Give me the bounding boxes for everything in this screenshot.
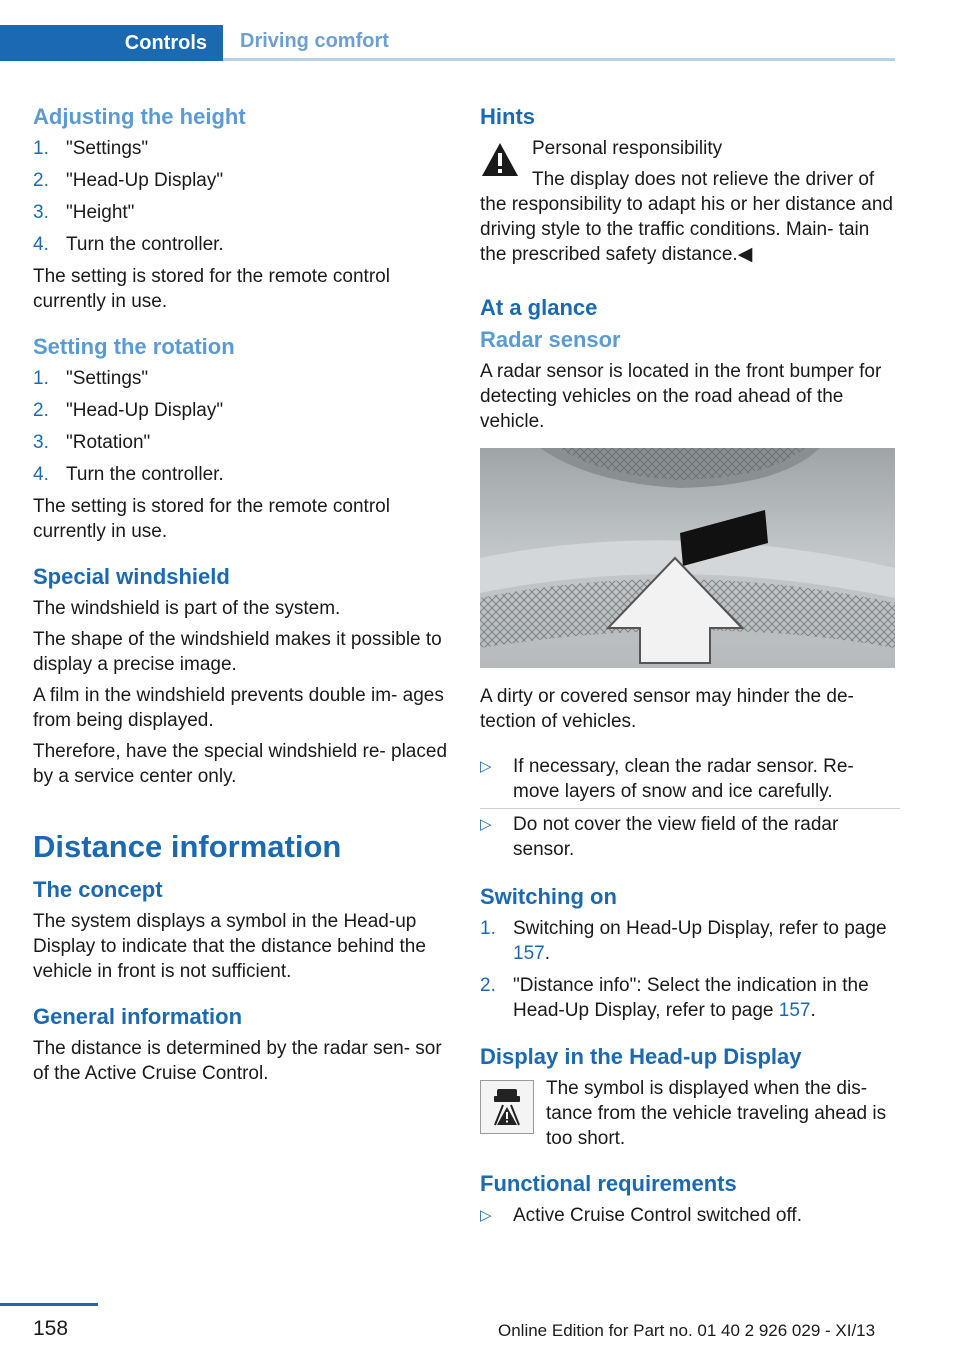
list-item: ▷ Active Cruise Control switched off.: [480, 1205, 802, 1226]
heading-special-windshield: Special windshield: [33, 564, 230, 589]
warning-notice: [480, 136, 900, 267]
radar-sensor-photo: [480, 448, 895, 668]
list-item: 3. "Height": [33, 202, 135, 223]
heading-distance-information: Distance information: [33, 829, 342, 864]
radar-care-list: [480, 754, 900, 862]
heading-adjusting-height: Adjusting the height: [33, 104, 246, 129]
steps-adjusting-height: [33, 136, 451, 257]
heading-setting-rotation: Setting the rotation: [33, 334, 235, 359]
steps-setting-rotation: [33, 366, 451, 487]
heading-at-a-glance: At a glance: [480, 295, 598, 320]
paragraph-windshield-2: The shape of the windshield makes it possible to display a precise image.: [33, 629, 442, 675]
heading-radar-sensor: Radar sensor: [480, 327, 621, 352]
list-item: 4. Turn the controller.: [33, 234, 224, 255]
paragraph-dirty-sensor: A dirty or covered sensor may hinder the de‐ tection of vehicles.: [480, 686, 854, 732]
header-bar: [0, 25, 895, 61]
list-item: ▷ If necessary, clean the radar sensor. Re‐ move layers of snow and ice carefully.: [480, 756, 854, 802]
steps-switching-on: [480, 916, 900, 1023]
list-item: 1. "Settings": [33, 138, 149, 159]
left-column: [33, 100, 451, 1092]
tab-controls[interactable]: Controls: [0, 25, 223, 61]
heading-functional-requirements: Functional requirements: [480, 1171, 737, 1196]
paragraph-general-information: The distance is determined by the radar sen‐ sor of the Active Cruise Control.: [33, 1038, 442, 1084]
heading-display-hud: Display in the Head-up Display: [480, 1044, 802, 1069]
paragraph-rotation-note: The setting is stored for the remote control currently in use.: [33, 496, 390, 542]
list-item: 4. Turn the controller.: [33, 464, 224, 485]
list-item: 2. "Distance info": Select the indication in the Head-Up Display, refer to page 157.: [480, 975, 869, 1021]
paragraph-windshield-3: A film in the windshield prevents double im‐ ages from being displayed.: [33, 685, 444, 731]
warning-title: Personal responsibility: [532, 138, 723, 159]
edition-label: Online Edition for Part no. 01 40 2 926 029 - XI/13: [498, 1321, 876, 1340]
paragraph-radar-sensor: A radar sensor is located in the front bumper for detecting vehicles on the road ahead of the vehicle.: [480, 361, 882, 432]
paragraph-concept: The system displays a symbol in the Head-up Display to indicate that the distance behind the vehicle in front is not sufficient.: [33, 911, 426, 982]
list-item: 1. Switching on Head-Up Display, refer to page 157.: [480, 918, 887, 964]
heading-the-concept: The concept: [33, 877, 163, 902]
warning-text: The display does not relieve the driver of the responsibility to adapt his or her distance and driving style to the traffic conditions. Main‐ tain the prescribed safety distance.◀: [480, 169, 893, 265]
warning-triangle-icon: [480, 140, 520, 180]
paragraph-display-hud: The symbol is displayed when the dis‐ tance from the vehicle traveling ahead is too short.: [546, 1078, 887, 1149]
list-item: 1. "Settings": [33, 368, 149, 389]
page-number: 158: [33, 1317, 69, 1340]
page-link[interactable]: 157: [513, 943, 545, 964]
hud-symbol-block: [480, 1076, 900, 1157]
page-link[interactable]: 157: [778, 1000, 811, 1021]
list-item: 2. "Head-Up Display": [33, 400, 224, 421]
car-distance-warning-icon: [485, 1085, 529, 1129]
list-item: 2. "Head-Up Display": [33, 170, 224, 191]
paragraph-windshield-4: Therefore, have the special windshield re‐ placed by a service center only.: [33, 741, 448, 787]
heading-general-information: General information: [33, 1004, 243, 1029]
heading-switching-on: Switching on: [480, 884, 617, 909]
paragraph-windshield-1: The windshield is part of the system.: [33, 598, 341, 619]
list-item: ▷ Do not cover the view field of the radar sensor.: [480, 812, 900, 862]
distance-warning-symbol: [480, 1080, 534, 1134]
paragraph-height-note: The setting is stored for the remote control currently in use.: [33, 266, 390, 312]
footer-rule: [0, 1303, 98, 1306]
list-item: 3. "Rotation": [33, 432, 151, 453]
heading-hints: Hints: [480, 104, 535, 129]
right-column: [480, 100, 900, 1236]
tab-driving-comfort[interactable]: Driving comfort: [223, 25, 895, 61]
functional-requirements-list: [480, 1203, 900, 1228]
